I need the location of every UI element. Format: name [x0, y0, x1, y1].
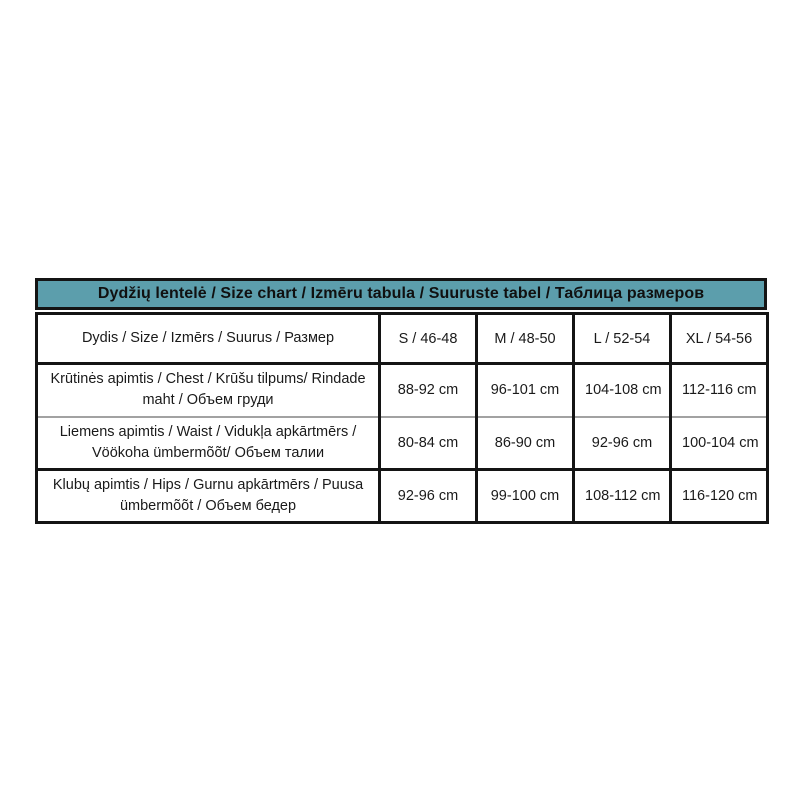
hips-value-xl: 116-120 cm [671, 470, 768, 523]
waist-value-m: 86-90 cm [477, 417, 574, 470]
size-cell-s: S / 46-48 [380, 314, 477, 364]
table-row-sizes [37, 314, 768, 364]
waist-value-xl: 100-104 cm [671, 417, 768, 470]
size-cell-xl: XL / 54-56 [671, 314, 768, 364]
size-chart [35, 278, 767, 524]
hips-value-s: 92-96 cm [380, 470, 477, 523]
row-header-hips: Klubų apimtis / Hips / Gurnu apkārtmērs / Puusa ümbermõõt / Объем бедер [37, 470, 380, 523]
row-header-size: Dydis / Size / Izmērs / Suurus / Размер [37, 314, 380, 364]
row-header-waist: Liemens apimtis / Waist / Vidukļa apkārtmērs / Vöökoha ümbermõõt/ Объем талии [37, 417, 380, 470]
chest-value-s: 88-92 cm [380, 364, 477, 417]
chest-value-xl: 112-116 cm [671, 364, 768, 417]
size-table [35, 312, 769, 524]
hips-value-m: 99-100 cm [477, 470, 574, 523]
chest-value-l: 104-108 cm [574, 364, 671, 417]
chest-value-m: 96-101 cm [477, 364, 574, 417]
hips-value-l: 108-112 cm [574, 470, 671, 523]
waist-value-s: 80-84 cm [380, 417, 477, 470]
table-row-waist [37, 417, 768, 470]
waist-value-l: 92-96 cm [574, 417, 671, 470]
size-cell-m: M / 48-50 [477, 314, 574, 364]
table-row-chest [37, 364, 768, 417]
table-row-hips [37, 470, 768, 523]
size-cell-l: L / 52-54 [574, 314, 671, 364]
size-chart-title: Dydžių lentelė / Size chart / Izmēru tabula / Suuruste tabel / Таблица размеров [35, 278, 767, 310]
row-header-chest: Krūtinės apimtis / Chest / Krūšu tilpums/ Rindade maht / Объем груди [37, 364, 380, 417]
